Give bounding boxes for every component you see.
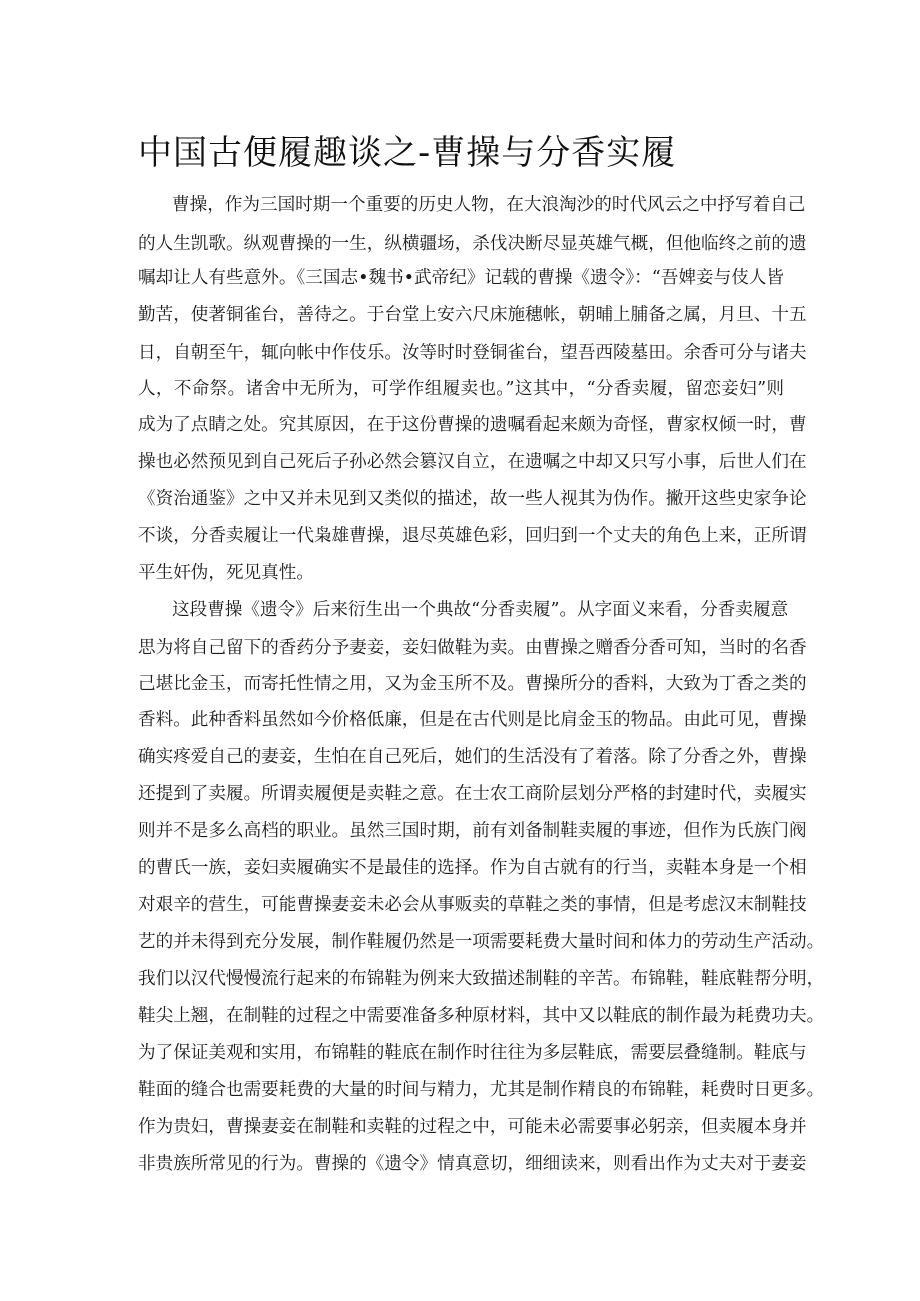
text-line: 思为将自己留下的香药分予妻妾，妾妇做鞋为卖。由曹操之赠香分香可知，当时的名香 — [138, 638, 807, 658]
text-line: 日，自朝至午，辄向帐中作伎乐。汝等时时登铜雀台，望吾西陵墓田。余香可分与诸夫 — [138, 343, 807, 363]
text-line: 人，不命祭。诸舍中无所为，可学作组履卖也。”这其中，“分香卖履，留恋妾妇”则 — [138, 379, 784, 399]
text-line: 的人生凯歌。纵观曹操的一生，纵横疆场，杀伐决断尽显英雄气概，但他临终之前的遗 — [138, 234, 807, 254]
text-line: 则并不是多么高档的职业。虽然三国时期，前有刘备制鞋卖履的事迹，但作为氏族门阀 — [138, 821, 807, 841]
text-line: 非贵族所常见的行为。曹操的《遗令》情真意切，细细读来，则看出作为丈夫对于妻妾 — [138, 1154, 807, 1174]
text-line: 我们以汉代慢慢流行起来的布锦鞋为例来大致描述制鞋的辛苦。布锦鞋，鞋底鞋帮分明， — [138, 969, 825, 989]
text-line: 操也必然预见到自己死后子孙必然会篡汉自立，在遗嘱之中却又只写小事，后世人们在 — [138, 452, 807, 472]
text-line: 这段曹操《遗令》后来衍生出一个典故“分香卖履”。从字面义来看，分香卖履意 — [172, 600, 789, 620]
text-line: 鞋面的缝合也需要耗费的大量的时间与精力，尤其是制作精良的布锦鞋，耗费时日更多。 — [138, 1080, 825, 1100]
text-line: 香料。此种香料虽然如今价格低廉，但是在古代则是比肩金玉的物品。由此可见，曹操 — [138, 710, 807, 730]
text-line: 作为贵妇，曹操妻妾在制鞋和卖鞋的过程之中，可能未必需要事必躬亲，但卖履本身并 — [138, 1117, 807, 1137]
document-title: 中国古便履趣谈之-曹操与分香实履 — [138, 133, 677, 173]
text-line: 艺的并未得到充分发展，制作鞋履仍然是一项需要耗费大量时间和体力的劳动生产活动。 — [138, 932, 825, 952]
text-line: 对艰辛的营生，可能曹操妻妾未必会从事贩卖的草鞋之类的事情，但是考虑汉末制鞋技 — [138, 895, 807, 915]
text-line: 《资治通鉴》之中又并未见到又类似的描述，故一些人视其为伪作。撇开这些史家争论 — [138, 489, 807, 509]
text-line: 曹操，作为三国时期一个重要的历史人物，在大浪淘沙的时代风云之中抒写着自己 — [172, 195, 806, 215]
text-line: 确实疼爱自己的妻妾，生怕在自己死后，她们的生活没有了着落。除了分香之外，曹操 — [138, 747, 807, 767]
text-line: 嘱却让人有些意外。《三国志•魏书•武帝纪》记载的曹操《遗令》：“吾婢妾与伎人皆 — [138, 268, 784, 288]
text-line: 平生奸伪，死见真性。 — [138, 563, 314, 583]
text-line: 勤苦，使著铜雀台，善待之。于台堂上安六尺床施穗帐，朝晡上脯备之属，月旦、十五 — [138, 305, 807, 325]
text-line: 不谈，分香卖履让一代枭雄曹操，退尽英雄色彩，回归到一个丈夫的角色上来，正所谓 — [138, 526, 807, 546]
text-line: 成为了点睛之处。究其原因，在于这份曹操的遗嘱看起来颇为奇怪，曹家权倾一时，曹 — [138, 415, 807, 435]
text-line: 为了保证美观和实用，布锦鞋的鞋底在制作时往往为多层鞋底，需要层叠缝制。鞋底与 — [138, 1043, 807, 1063]
text-line: 还提到了卖履。所谓卖履便是卖鞋之意。在士农工商阶层划分严格的封建时代，卖履实 — [138, 784, 807, 804]
text-line: 己堪比金玉，而寄托性情之用，又为金玉所不及。曹操所分的香料，大致为丁香之类的 — [138, 674, 807, 694]
text-line: 鞋尖上翘，在制鞋的过程之中需要准备多种原材料，其中又以鞋底的制作最为耗费功夫。 — [138, 1006, 825, 1026]
text-line: 的曹氏一族，妾妇卖履确实不是最佳的选择。作为自古就有的行当，卖鞋本身是一个相 — [138, 858, 807, 878]
